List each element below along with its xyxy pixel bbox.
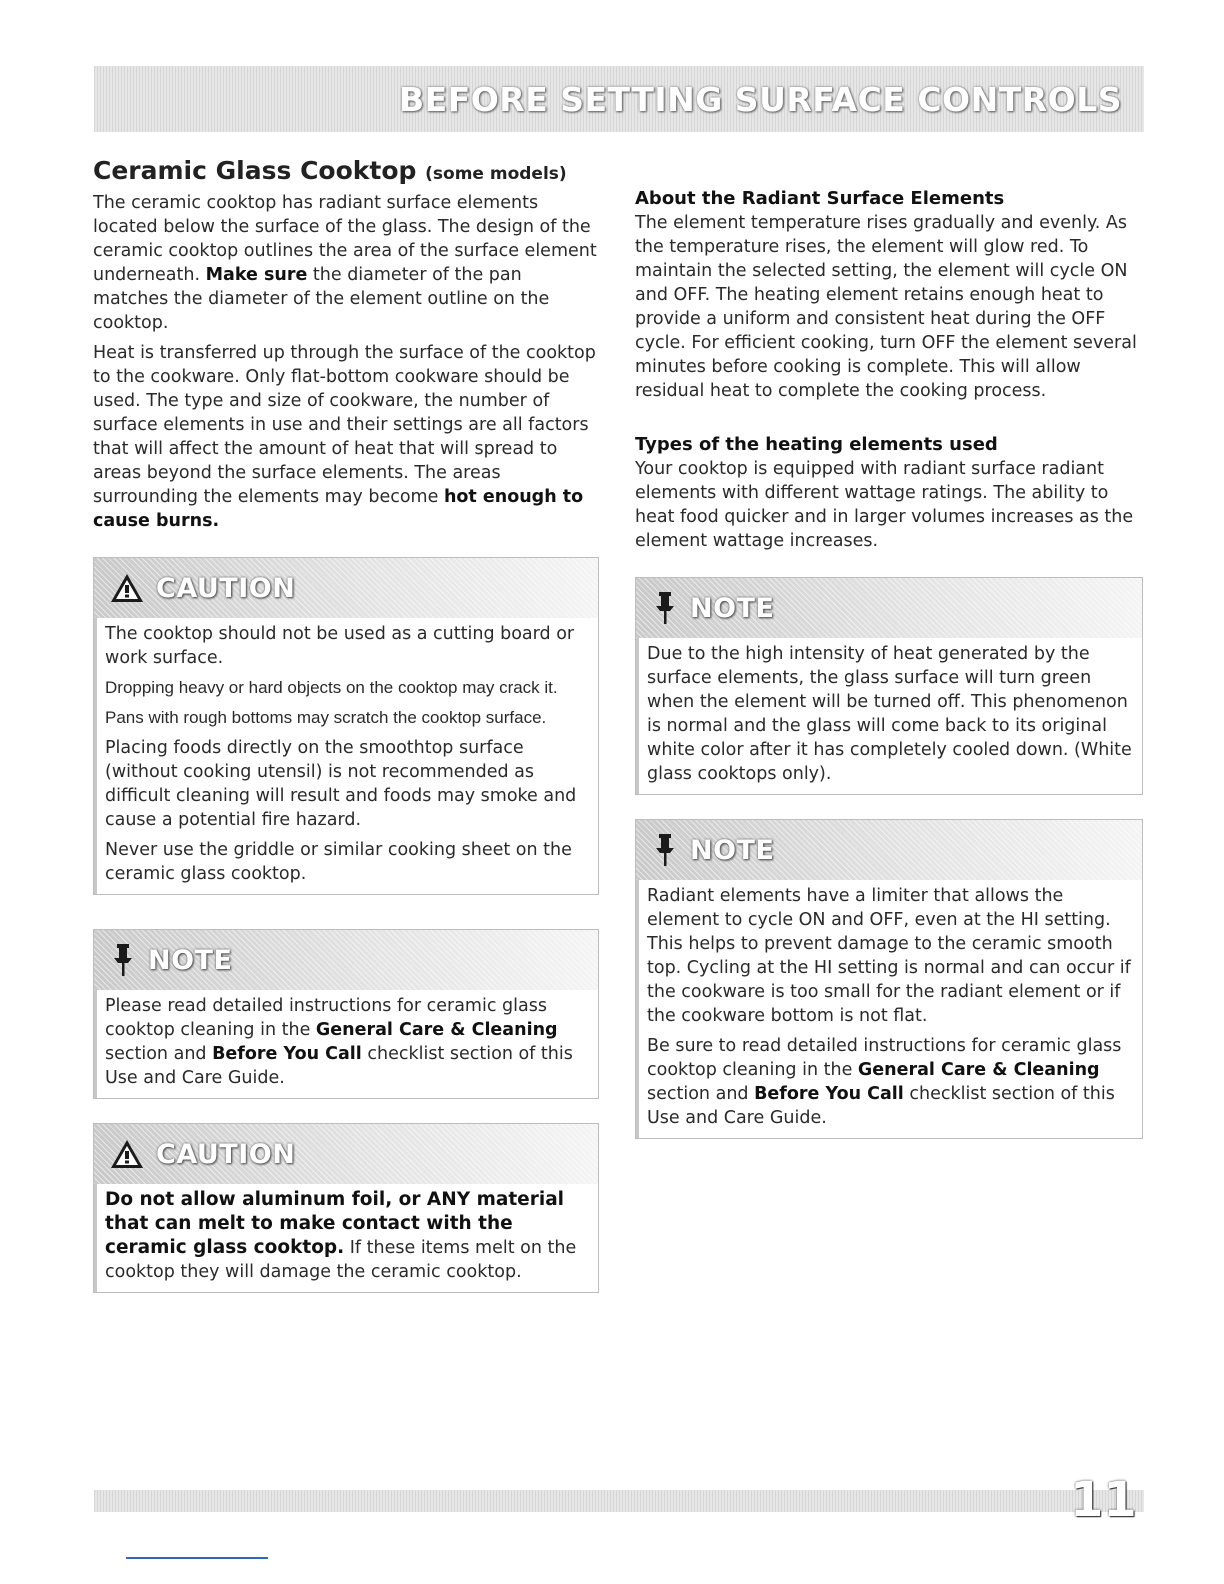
page-title: BEFORE SETTING SURFACE CONTROLS (399, 79, 1122, 119)
note-text: Due to the high intensity of heat generated by the surface elements, the glass surface will turn green when the element will be turned off. This phenomenon is normal and the glass will come back to its original white color after it has completely cooled down. (White glass cooktops only). (647, 644, 1132, 784)
caution-label: CAUTION (156, 1138, 296, 1170)
note-body (636, 880, 1142, 1138)
header-banner (94, 66, 1144, 132)
note-box-2 (635, 577, 1143, 795)
note-label: NOTE (690, 592, 775, 624)
caution-item: Never use the griddle or similar cooking sheet on the ceramic glass cooktop. (105, 840, 572, 884)
subheading-radiant-elements: About the Radiant Surface Elements (635, 188, 1005, 209)
caution-box-2 (93, 1123, 599, 1293)
caution-text: Do not allow aluminum foil, or ANY material that can melt to make contact with the ceramic glass cooktop. If these items melt on the cooktop they will damage the ceramic cooktop. (105, 1189, 577, 1282)
left-column (93, 154, 599, 1293)
pushpin-icon (652, 833, 678, 867)
intro-paragraph-1: The ceramic cooktop has radiant surface elements located below the surface of the glass. The design of the ceramic cooktop outlines the area of the surface element underneath. Make sure the diameter of the pan matches the diameter of the element outline on the cooktop. (93, 193, 597, 333)
caution-header (94, 1124, 598, 1184)
caution-body (94, 618, 598, 894)
note-label: NOTE (148, 944, 233, 976)
warning-triangle-icon (110, 1139, 144, 1169)
right-column (635, 187, 1143, 1139)
intro-text (93, 191, 599, 533)
section-heading-text: Ceramic Glass Cooktop (93, 156, 417, 185)
note-header (94, 930, 598, 990)
caution-item: Placing foods directly on the smoothtop surface (without cooking utensil) is not recommended as difficult cleaning will result and foods may smoke and cause a potential fire hazard. (105, 738, 577, 830)
page-number: 11 (1070, 1472, 1137, 1528)
note-box-3 (635, 819, 1143, 1139)
note-box-1 (93, 929, 599, 1099)
caution-box-1 (93, 557, 599, 895)
section-heading-suffix: (some models) (425, 164, 567, 184)
intro-paragraph-2: Heat is transferred up through the surface of the cooktop to the cookware. Only flat-bottom cookware should be used. The type and size of cookware, the number of surface elements in use and their settings are all factors that will affect the amount of heat that will spread to areas beyond the surface elements. The areas surrounding the elements may become hot enough to cause burns. (93, 343, 596, 531)
pushpin-icon (652, 591, 678, 625)
note-text: Be sure to read detailed instructions for ceramic glass cooktop cleaning in the General Care & Cleaning section and Before You Call checklist section of this Use and Care Guide. (647, 1036, 1122, 1128)
note-header (636, 820, 1142, 880)
note-text: Please read detailed instructions for ceramic glass cooktop cleaning in the General Care & Cleaning section and Before You Call checklist section of this Use and Care Guide. (105, 996, 573, 1088)
caution-item: The cooktop should not be used as a cutting board or work surface. (105, 624, 575, 668)
note-body (94, 990, 598, 1098)
caution-header (94, 558, 598, 618)
note-body (636, 638, 1142, 794)
caution-body (94, 1184, 598, 1292)
radiant-elements-text: The element temperature rises gradually and evenly. As the temperature rises, the element will glow red. To maintain the selected setting, the element will cycle ON and OFF. The heating element retains enough heat to provide a uniform and consistent heat during the OFF cycle. For efficient cooking, turn OFF the element several minutes before cooking is complete. This will allow residual heat to complete the cooking process. (635, 213, 1137, 401)
caution-item: Pans with rough bottoms may scratch the cooktop surface. (105, 708, 547, 727)
caution-item: Dropping heavy or hard objects on the cooktop may crack it. (105, 678, 558, 697)
heating-elements-text: Your cooktop is equipped with radiant surface radiant elements with different wattage ratings. The ability to heat food quicker and in larger volumes increases as the element wattage increases. (635, 459, 1134, 551)
section-heading (93, 154, 599, 191)
note-label: NOTE (690, 834, 775, 866)
bottom-rule (126, 1557, 268, 1559)
warning-triangle-icon (110, 573, 144, 603)
subheading-heating-elements: Types of the heating elements used (635, 434, 998, 455)
pushpin-icon (110, 943, 136, 977)
footer-bar (94, 1490, 1144, 1512)
note-text: Radiant elements have a limiter that allows the element to cycle ON and OFF, even at the HI setting. This helps to prevent damage to the ceramic smooth top. Cycling at the HI setting is normal and can occur if the cookware is too small for the radiant element or if the cookware bottom is not flat. (647, 886, 1131, 1026)
caution-label: CAUTION (156, 572, 296, 604)
note-header (636, 578, 1142, 638)
